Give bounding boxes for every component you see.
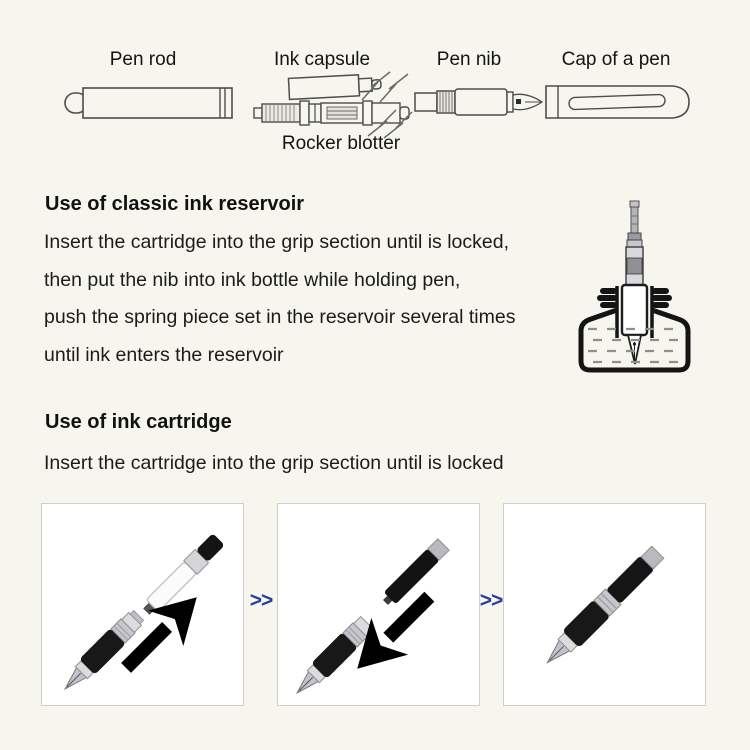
- cap-of-a-pen-label: Cap of a pen: [561, 49, 671, 70]
- pen-rod-label: Pen rod: [109, 49, 177, 70]
- pointer-zigzag-bottom-icon: [350, 108, 414, 140]
- section2-heading: Use of ink cartridge: [45, 411, 232, 433]
- section1-heading: Use of classic ink reservoir: [45, 193, 305, 215]
- instruction-line: Insert the cartridge into the grip section until is locked,: [44, 231, 509, 253]
- rocker-blotter-label: Rocker blotter: [281, 133, 401, 154]
- pen-cap-drawing-icon: [543, 83, 691, 121]
- step-separator-chevrons: >>: [249, 589, 273, 612]
- instruction-line: until ink enters the reservoir: [44, 344, 284, 366]
- grip-section-with-converter-and-arrow-photo-icon: [42, 504, 243, 705]
- grip-section-with-ink-cartridge-and-arrow-photo-icon: [278, 504, 479, 705]
- step-separator-chevrons: >>: [479, 589, 503, 612]
- pen-in-ink-bottle-diagram-icon: [578, 198, 693, 380]
- pen-rod-drawing-icon: [62, 85, 238, 121]
- pen-nib-drawing-icon: [413, 86, 545, 118]
- step-photo-assembled-pen: [503, 503, 706, 706]
- instruction-line: Insert the cartridge into the grip section until is locked: [44, 452, 504, 474]
- step-photo-insert-cartridge: [277, 503, 480, 706]
- assembled-pen-photo-icon: [504, 504, 705, 705]
- step-photo-insert-converter: [41, 503, 244, 706]
- instruction-line: then put the nib into ink bottle while holding pen,: [44, 269, 461, 291]
- ink-capsule-label: Ink capsule: [273, 49, 371, 70]
- pointer-zigzag-top-icon: [360, 70, 422, 104]
- pen-nib-label: Pen nib: [436, 49, 502, 70]
- instruction-line: push the spring piece set in the reservoir several times: [44, 306, 516, 328]
